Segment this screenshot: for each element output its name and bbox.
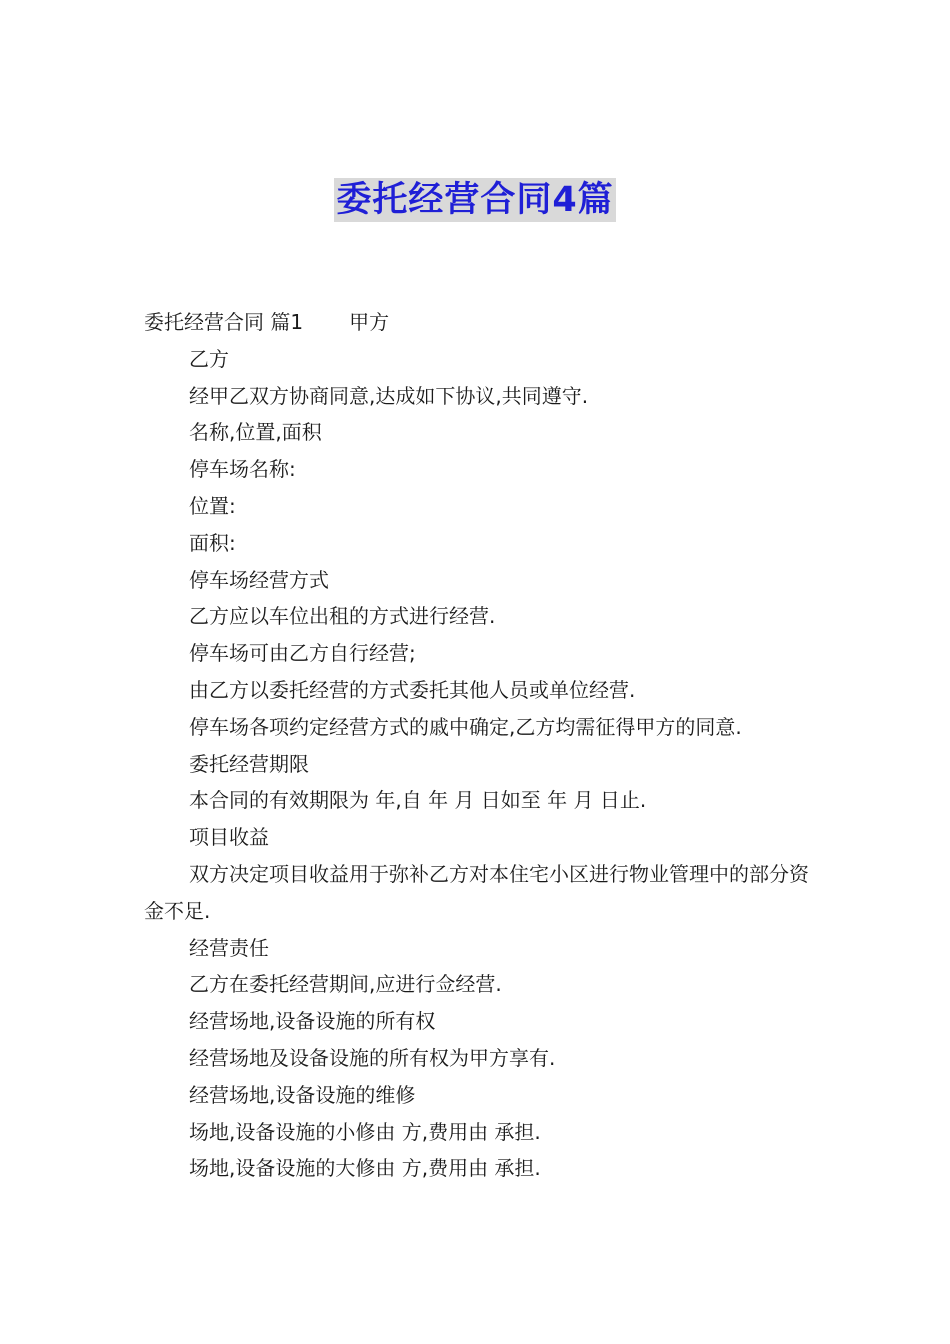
party-a-label: 甲方	[349, 310, 390, 334]
contract-heading: 委托经营合同 篇1	[144, 310, 304, 334]
paragraph: 面积:	[189, 530, 236, 555]
paragraph: 由乙方以委托经营的方式委托其他人员或单位经营.	[189, 677, 636, 702]
paragraph: 乙方在委托经营期间,应进行佥经营.	[189, 972, 502, 997]
paragraph: 场地,设备设施的大修由 方,费用由 承担.	[189, 1156, 541, 1181]
paragraph: 停车场名称:	[189, 457, 296, 482]
paragraph: 场地,设备设施的小修由 方,费用由 承担.	[189, 1119, 541, 1144]
paragraph: 停车场可由乙方自行经营;	[189, 641, 416, 666]
paragraph: 停车场经营方式	[189, 567, 329, 592]
document-title: 委托经营合同4篇	[336, 180, 614, 220]
title-container	[0, 178, 950, 222]
paragraph: 双方决定项目收益用于弥补乙方对本住宅小区进行物业管理中的部分资金不足.	[144, 861, 809, 923]
paragraph: 乙方应以车位出租的方式进行经营.	[189, 604, 496, 629]
paragraph: 经营场地,设备设施的所有权	[189, 1009, 436, 1034]
paragraph: 经营场地,设备设施的维修	[189, 1082, 416, 1107]
document-body	[144, 304, 810, 1187]
paragraph: 委托经营期限	[189, 751, 309, 776]
paragraph: 经营场地及设备设施的所有权为甲方享有.	[189, 1045, 556, 1070]
paragraph: 位置:	[189, 493, 236, 518]
paragraph: 停车场各项约定经营方式的戚中确定,乙方均需征得甲方的同意.	[189, 714, 742, 739]
paragraph: 名称,位置,面积	[189, 420, 322, 445]
paragraph: 项目收益	[189, 825, 269, 850]
paragraph: 经甲乙双方协商同意,达成如下协议,共同遵守.	[189, 383, 589, 408]
first-line	[144, 304, 810, 341]
paragraph: 经营责任	[189, 935, 269, 960]
paragraph: 本合同的有效期限为 年,自 年 月 日如至 年 月 日止.	[189, 788, 647, 813]
paragraph: 乙方	[189, 346, 229, 371]
